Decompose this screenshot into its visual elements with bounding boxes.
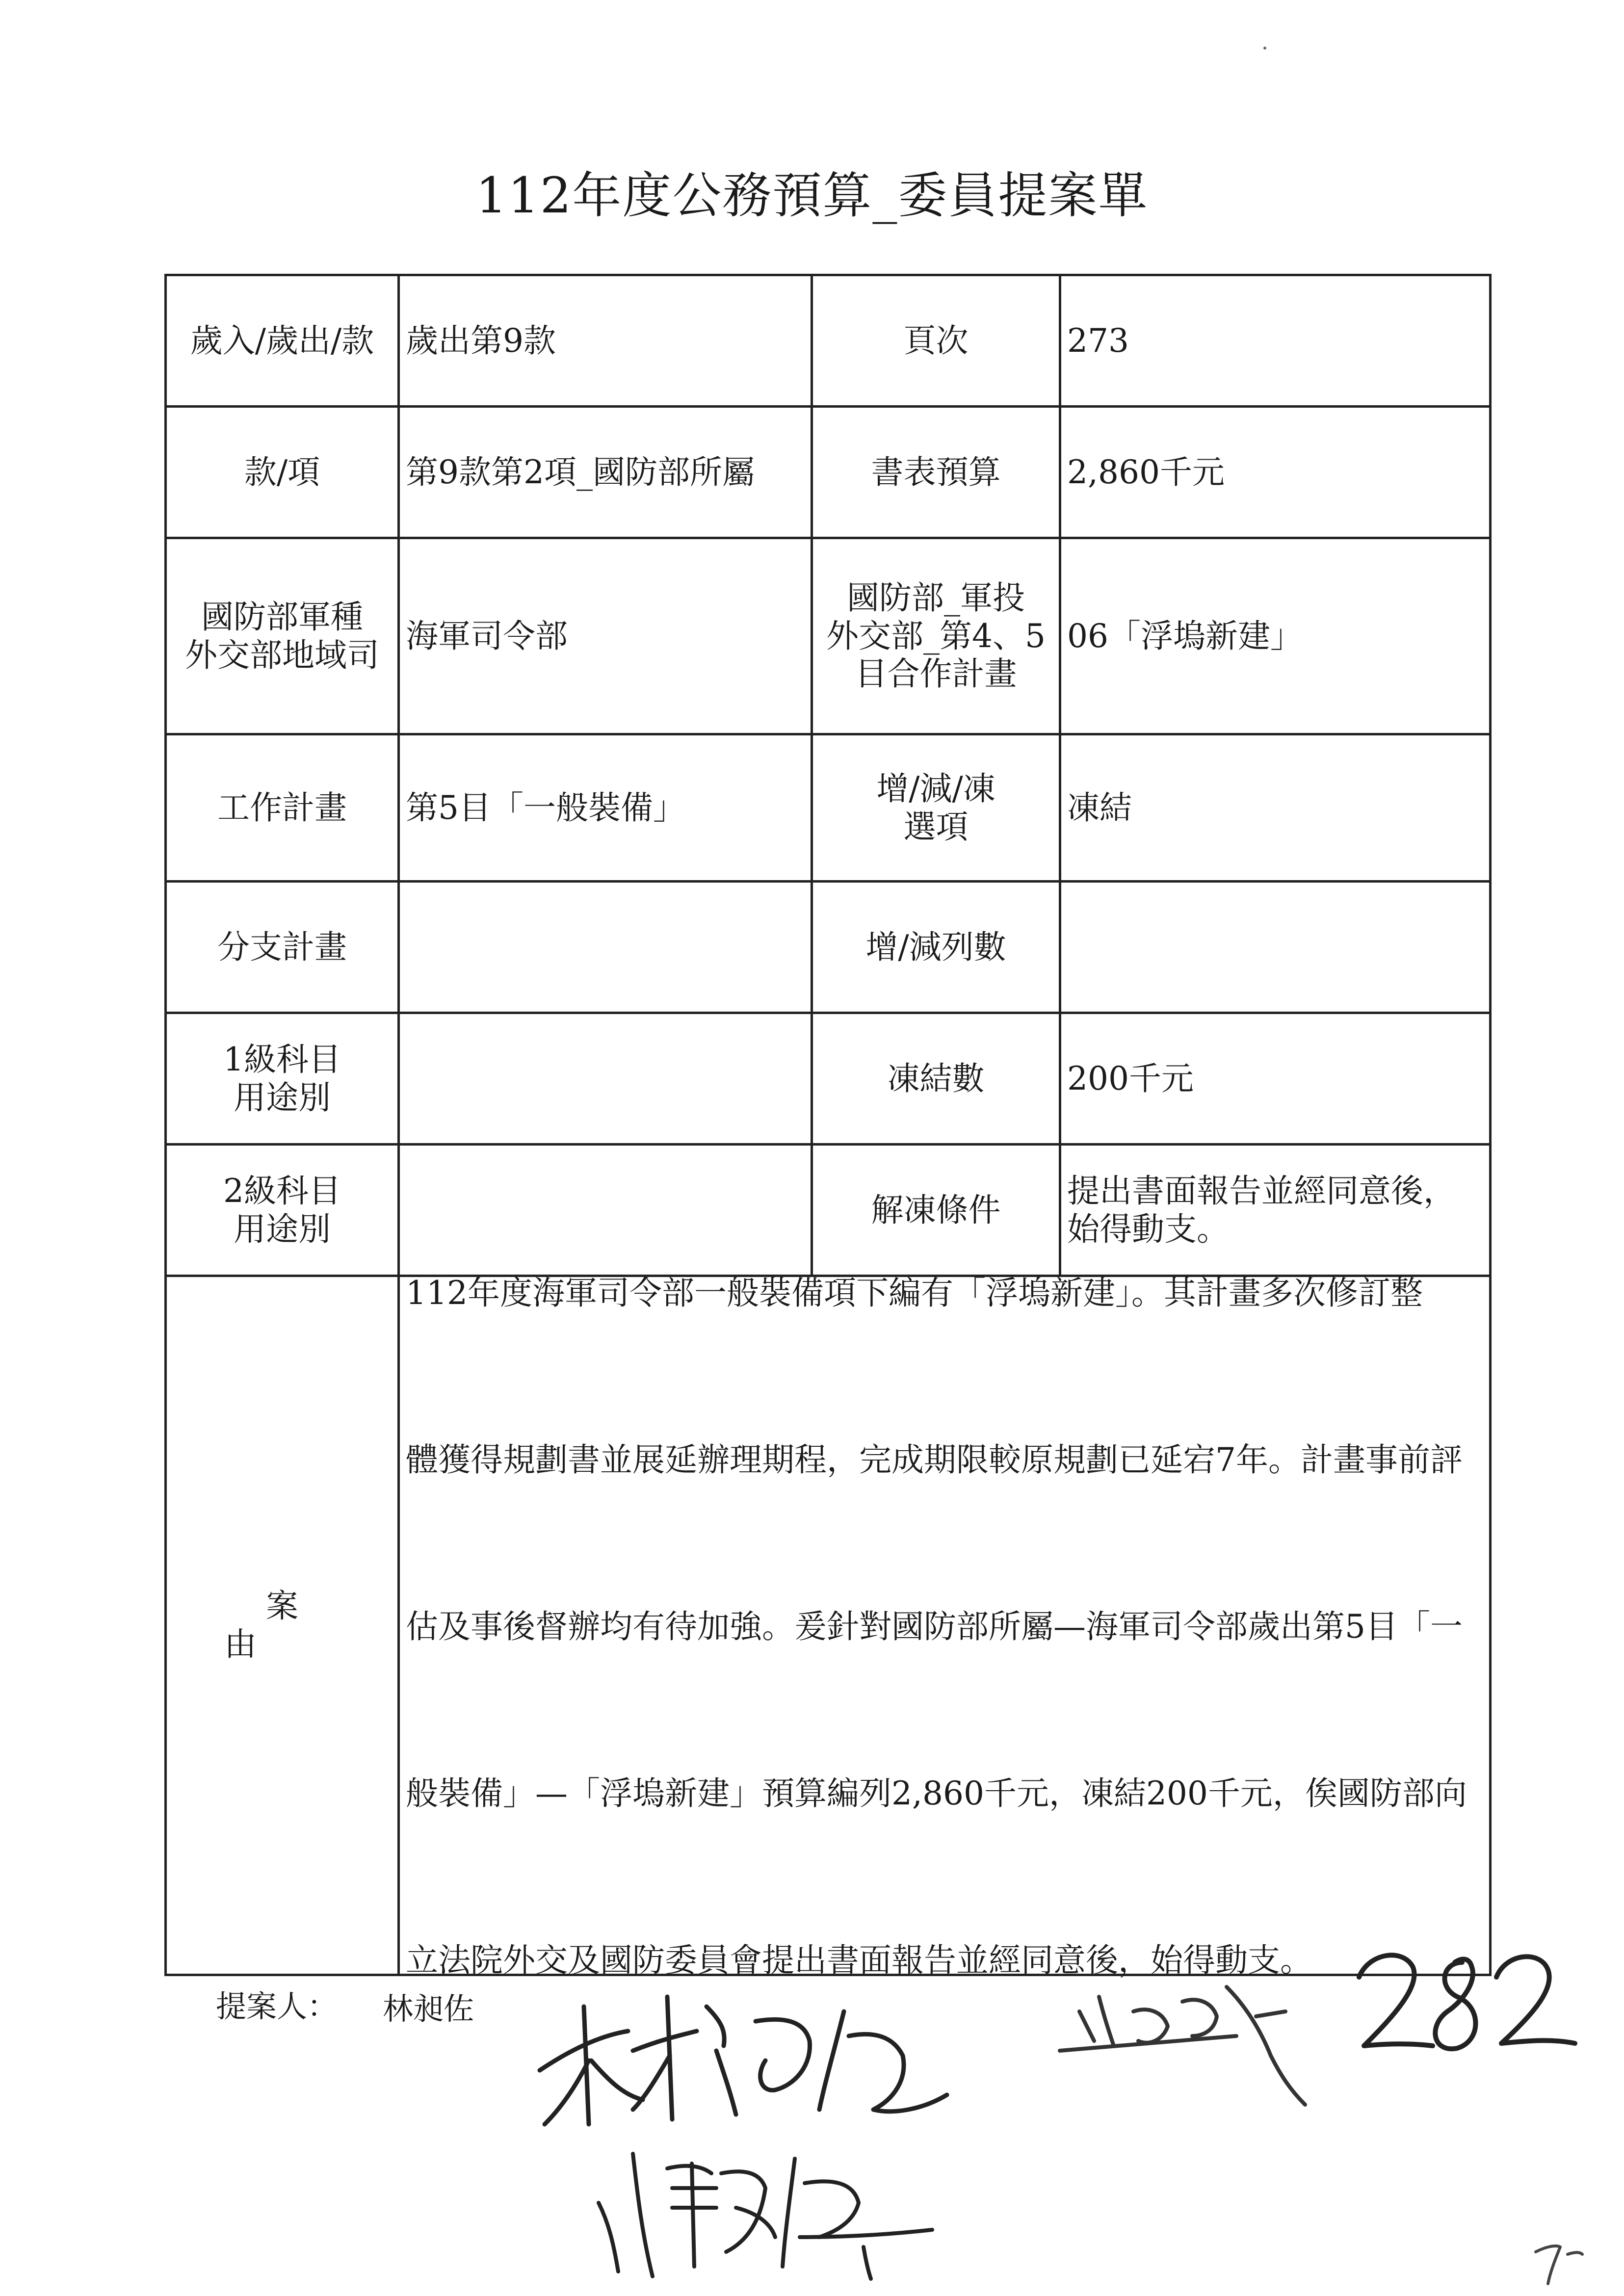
cell-line: 始得動支。 xyxy=(1067,1210,1229,1248)
label-item: 款/項 xyxy=(166,407,399,538)
row-work-plan xyxy=(166,734,1491,882)
proposer-label: 提案人： xyxy=(216,1988,338,2024)
row-branch xyxy=(166,882,1491,1013)
reason-line: 112年度海軍司令部一般裝備項下編有「浮塢新建」。其計畫多次修訂整 xyxy=(406,1274,1423,1312)
value-branch xyxy=(399,882,812,1013)
reason-line: 立法院外交及國防委員會提出書面報告並經同意後，始得動支。 xyxy=(406,1941,1312,1979)
label-work-plan: 工作計畫 xyxy=(166,734,399,882)
reason-label-text: 案由 xyxy=(224,1587,382,1663)
row-level2 xyxy=(166,1145,1491,1276)
label-service xyxy=(166,538,399,734)
value-option: 凍結 xyxy=(1060,734,1491,882)
cell-line: 2級科目 xyxy=(223,1172,341,1210)
reason-line: 般裝備」—「浮塢新建」預算編列2,860千元，凍結200千元，俟國防部向 xyxy=(406,1774,1467,1812)
reason-line: 體獲得規劃書並展延辦理期程，完成期限較原規劃已延宕7年。計畫事前評 xyxy=(406,1441,1463,1479)
value-change-amount xyxy=(1060,882,1491,1013)
cell-line: 目合作計畫 xyxy=(855,655,1017,693)
cell-line: 提出書面報告並經同意後， xyxy=(1067,1172,1456,1210)
row-reason xyxy=(166,1276,1491,1975)
label-unfreeze: 解凍條件 xyxy=(812,1145,1060,1276)
label-level2 xyxy=(166,1145,399,1276)
label-branch: 分支計畫 xyxy=(166,882,399,1013)
label-level1 xyxy=(166,1013,399,1145)
handwritten-signature-3 xyxy=(1050,1967,1344,2114)
value-freeze-amount: 200千元 xyxy=(1060,1013,1491,1145)
value-budget: 2,860千元 xyxy=(1060,407,1491,538)
label-freeze-amount: 凍結數 xyxy=(812,1013,1060,1145)
label-option xyxy=(812,734,1060,882)
cell-line: 外交部地域司 xyxy=(185,636,379,674)
value-work-plan: 第5目「一般裝備」 xyxy=(399,734,812,882)
value-item: 第9款第2項_國防部所屬 xyxy=(399,407,812,538)
row-service xyxy=(166,538,1491,734)
label-page: 頁次 xyxy=(812,275,1060,407)
cell-line: 用途別 xyxy=(234,1078,331,1117)
row-item xyxy=(166,407,1491,538)
scan-speck xyxy=(1263,47,1266,50)
label-budget: 書表預算 xyxy=(812,407,1060,538)
value-level1 xyxy=(399,1013,812,1145)
reason-line: 估及事後督辦均有待加強。爰針對國防部所屬—海軍司令部歲出第5目「一 xyxy=(406,1608,1463,1645)
page-title: 112年度公務預算_委員提案單 xyxy=(475,167,1149,224)
cell-line: 增/減/凍 xyxy=(876,769,995,808)
value-plan-type: 06「浮塢新建」 xyxy=(1060,538,1491,734)
value-level2 xyxy=(399,1145,812,1276)
value-page: 273 xyxy=(1060,275,1491,407)
margin-mark xyxy=(1531,2237,1590,2286)
label-change-amount: 增/減列數 xyxy=(812,882,1060,1013)
cell-line: 國防部軍種 xyxy=(201,598,363,636)
cell-line: 國防部_軍投 xyxy=(847,578,1025,617)
cell-line: 用途別 xyxy=(234,1210,331,1248)
label-category: 歲入/歲出/款 xyxy=(166,275,399,407)
row-level1 xyxy=(166,1013,1491,1145)
reason-text xyxy=(399,1274,1491,1979)
cell-line: 外交部_第4、5 xyxy=(826,617,1046,655)
label-reason xyxy=(166,1276,399,1975)
proposer-name: 林昶佐 xyxy=(383,1991,474,2027)
cell-line: 選項 xyxy=(903,808,969,846)
row-category xyxy=(166,275,1491,407)
label-plan-type xyxy=(812,538,1060,734)
value-unfreeze xyxy=(1060,1145,1491,1276)
cell-line: 1級科目 xyxy=(223,1040,341,1078)
handwritten-signature-2 xyxy=(589,2124,942,2286)
value-service: 海軍司令部 xyxy=(399,538,812,734)
proposal-form xyxy=(164,274,1489,1979)
handwritten-page-number xyxy=(1349,1943,1580,2070)
value-category: 歲出第9款 xyxy=(399,275,812,407)
proposal-table xyxy=(164,274,1492,1979)
